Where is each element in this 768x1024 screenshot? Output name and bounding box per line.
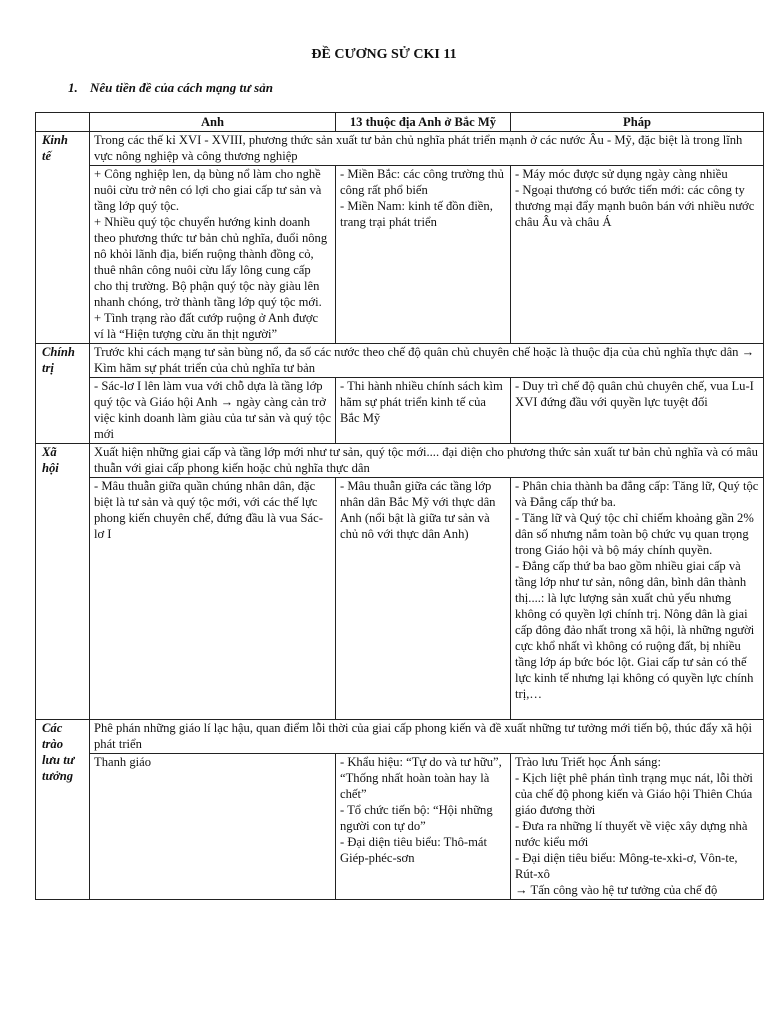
row-label-trao-luu-tu-tuong <box>36 720 90 900</box>
table-row <box>36 378 764 444</box>
cell-anh-chinh-tri <box>90 378 336 444</box>
row-label-line: Chính <box>42 345 75 359</box>
cell-anh-kinh-te <box>90 166 336 344</box>
cell-paragraph: + Công nghiệp len, dạ bùng nổ làm cho nghề nuôi cừu trở nên có lợi cho giai cấp tư sản và tầng lớp quý tộc. <box>94 167 322 213</box>
cell-paragraph: - Ngoại thương có bước tiến mới: các công ty thương mại đẩy mạnh buôn bán với nhiều nước châu Âu và châu Á <box>515 183 755 229</box>
cell-paragraph: Trào lưu Triết học Ánh sáng: <box>515 755 661 769</box>
header-phap: Pháp <box>511 113 764 132</box>
cell-paragraph: - Kịch liệt phê phán tình trạng mục nát, lỗi thời của chế độ phong kiến và Giáo hội Thiên Chúa giáo đương thời <box>515 771 753 817</box>
row-label-line: Các <box>42 721 63 735</box>
cell-paragraph: - Đẳng cấp thứ ba bao gồm nhiều giai cấp và tầng lớp như tư sản, nông dân, bình dân thành thị....: là lực lượng sản xuất chủ yếu nhưng không có quyền lợi chính trị. Nông dân là giai cấp đông đảo nhất trong xã hội, là những người cực khổ nhất vì không có ruộng đất, bị nhiều tầng lớp áp bức bóc lột. Giai cấp tư sản có thế lực kinh tế nhưng lại không có quyền lực chính trị,… <box>515 559 755 701</box>
table-row <box>36 444 764 478</box>
common-text-chinh-tri: Trước khi cách mạng tư sản bùng nổ, đa số các nước theo chế độ quân chủ chuyên chế hoặc là thuộc địa của chủ nghĩa thực dân → Kìm hãm sự phát triển của chủ nghĩa tư bản <box>90 344 764 378</box>
cell-paragraph: Thanh giáo <box>94 755 152 769</box>
row-label-chinh-tri <box>36 344 90 444</box>
cell-anh-xa-hoi <box>90 478 336 720</box>
row-label-line: lưu tư <box>42 753 75 767</box>
row-label-line: Kinh <box>42 133 68 147</box>
cell-phap-trao-luu-tu-tuong <box>511 754 764 900</box>
cell-paragraph: - Miền Bắc: các công trường thủ công rất phổ biến <box>340 167 504 197</box>
cell-paragraph: - Khẩu hiệu: “Tự do và tư hữu”, “Thống nhất hoàn toàn hay là chết” <box>340 755 502 801</box>
row-label-line: Xã <box>42 445 57 459</box>
row-label-line: hội <box>42 461 59 475</box>
table-row <box>36 132 764 166</box>
cell-paragraph: - Sác-lơ I lên làm vua với chỗ dựa là tầng lớp quý tộc và Giáo hội Anh → ngày càng cản trở việc kinh doanh làm giàu của tư sản và quý tộc mới <box>94 379 331 441</box>
cell-paragraph: - Tăng lữ và Quý tộc chỉ chiếm khoảng gần 2% dân số nhưng nắm toàn bộ chức vụ quan trọng trong Giáo hội và bộ máy chính quyền. <box>515 511 754 557</box>
cell-paragraph: - Đưa ra những lí thuyết về việc xây dựng nhà nước kiểu mới <box>515 819 748 849</box>
header-bac-my: 13 thuộc địa Anh ở Bắc Mỹ <box>336 113 511 132</box>
cell-paragraph: - Thi hành nhiều chính sách kìm hãm sự phát triển kinh tế của Bắc Mỹ <box>340 379 503 425</box>
cell-paragraph: - Đại diện tiêu biểu: Mông-te-xki-ơ, Vôn-te, Rút-xô <box>515 851 738 881</box>
common-text-trao-luu-tu-tuong: Phê phán những giáo lí lạc hậu, quan điểm lỗi thời của giai cấp phong kiến và đề xuất những tư tưởng mới tiến bộ, thúc đẩy xã hội phát triển <box>90 720 764 754</box>
cell-anh-trao-luu-tu-tuong <box>90 754 336 900</box>
row-label-line: trào <box>42 737 63 751</box>
table-header-row <box>36 113 764 132</box>
common-text-xa-hoi: Xuất hiện những giai cấp và tầng lớp mới như tư sản, quý tộc mới.... đại diện cho phương thức sản xuất tư bản chủ nghĩa và có mâu thuẫn với giai cấp phong kiến hoặc chủ nghĩa thực dân <box>90 444 764 478</box>
cell-my-chinh-tri <box>336 378 511 444</box>
table-row <box>36 720 764 754</box>
table-body <box>36 132 764 900</box>
cell-paragraph: - Tổ chức tiến bộ: “Hội những người con tự do” <box>340 803 493 833</box>
cell-paragraph: - Mâu thuẫn giữa các tầng lớp nhân dân Bắc Mỹ với thực dân Anh (nổi bật là giữa tư sản và chủ nô với thực dân Anh) <box>340 479 496 541</box>
cell-paragraph: + Nhiều quý tộc chuyển hướng kinh doanh theo phương thức tư bản chủ nghĩa, đuổi nông nô khỏi lãnh địa, biến ruộng thành đồng cỏ, thuê nhân công nuôi cừu lấy lông cung cấp cho thị trường. Bộ phận quý tộc này giàu lên nhanh chóng, trở thành tầng lớp quý tộc mới. <box>94 215 328 309</box>
common-text-kinh-te: Trong các thế kỉ XVI - XVIII, phương thức sản xuất tư bản chủ nghĩa phát triển mạnh ở các nước Âu - Mỹ, đặc biệt là trong lĩnh vực nông nghiệp và công thương nghiệp <box>90 132 764 166</box>
cell-paragraph: - Miền Nam: kinh tế đồn điền, trang trại phát triển <box>340 199 493 229</box>
cell-paragraph: - Đại diện tiêu biểu: Thô-mát Giép-phéc-sơn <box>340 835 488 865</box>
row-label-xa-hoi <box>36 444 90 720</box>
cell-paragraph: - Mâu thuẫn giữa quần chúng nhân dân, đặc biệt là tư sản và quý tộc mới, với các thế lực phong kiến chuyên chế, đứng đầu là vua Sác-lơ I <box>94 479 323 541</box>
row-label-line: tưởng <box>42 769 74 783</box>
question-text: Nêu tiền đề của cách mạng tư sản <box>90 80 273 95</box>
cell-paragraph: - Phân chia thành ba đẳng cấp: Tăng lữ, Quý tộc và Đẳng cấp thứ ba. <box>515 479 759 509</box>
row-label-kinh-te <box>36 132 90 344</box>
table-row <box>36 754 764 900</box>
question-number: 1. <box>68 80 78 95</box>
cell-phap-kinh-te <box>511 166 764 344</box>
cell-my-xa-hoi <box>336 478 511 720</box>
comparison-table <box>35 112 764 900</box>
cell-paragraph: → Tấn công vào hệ tư tưởng của chế độ <box>515 883 718 897</box>
cell-phap-chinh-tri <box>511 378 764 444</box>
table-row <box>36 478 764 720</box>
table-row <box>36 344 764 378</box>
header-empty <box>36 113 90 132</box>
row-label-line: tế <box>42 149 52 163</box>
question-heading <box>68 80 273 96</box>
cell-paragraph: - Duy trì chế độ quân chủ chuyên chế, vua Lu-I XVI đứng đầu với quyền lực tuyệt đối <box>515 379 754 409</box>
table-row <box>36 166 764 344</box>
cell-my-trao-luu-tu-tuong <box>336 754 511 900</box>
document-title: ĐỀ CƯƠNG SỬ CKI 11 <box>311 47 457 62</box>
cell-paragraph: - Máy móc được sử dụng ngày càng nhiều <box>515 167 728 181</box>
cell-phap-xa-hoi <box>511 478 764 720</box>
cell-paragraph: + Tình trạng rào đất cướp ruộng ở Anh được ví là “Hiện tượng cừu ăn thịt người” <box>94 311 319 341</box>
cell-spacer <box>515 702 759 718</box>
header-anh: Anh <box>90 113 336 132</box>
row-label-line: trị <box>42 361 54 375</box>
cell-my-kinh-te <box>336 166 511 344</box>
